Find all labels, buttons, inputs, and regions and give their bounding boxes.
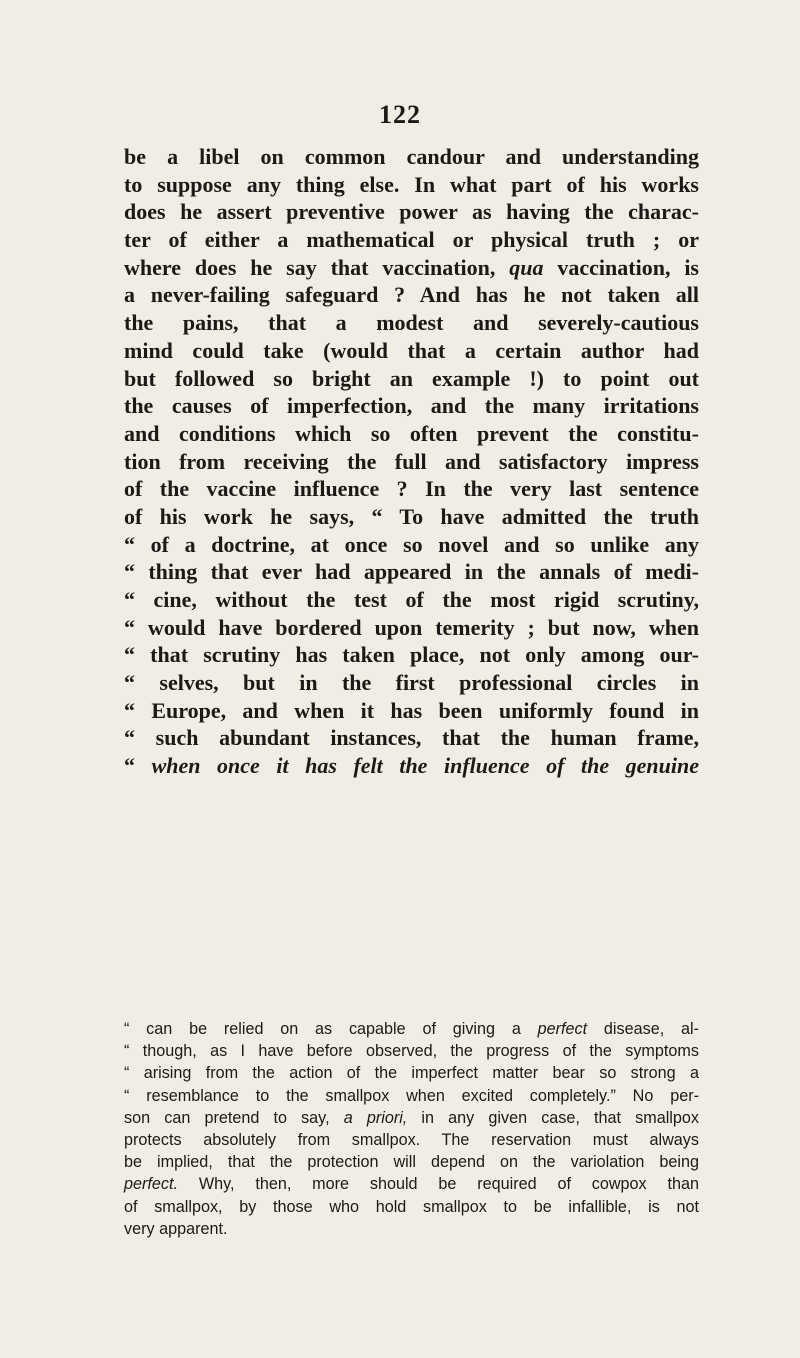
text-run: of the vaccine influence ? In the very last sentence [124,476,699,502]
text-run: “ of a doctrine, at once so novel and so unlike any [124,531,699,557]
text-run: vaccination, is [543,254,699,280]
body-line [124,309,699,337]
text-run: “ resemblance to the smallpox when excited completely.” No per- [124,1086,699,1105]
text-run: son can pretend to say, [124,1108,344,1127]
body-line [124,475,699,503]
text-run: “ would have bordered upon temerity ; but now, when [124,614,699,640]
body-line [124,586,699,614]
text-run: in any given case, that smallpox [407,1108,699,1127]
text-run: of his work he says, “ To have admitted the truth [124,503,699,529]
note-line [124,1018,699,1040]
text-run: to suppose any thing else. In what part of his works [124,171,699,197]
body-line [124,614,699,642]
text-run: mind could take (would that a certain author had [124,337,699,363]
note-line [124,1196,699,1218]
text-run: “ cine, without the test of the most rigid scrutiny, [124,587,699,612]
text-run: perfect [537,1020,588,1038]
note-line [124,1085,699,1107]
text-run: protects absolutely from smallpox. The reservation must always [124,1130,699,1149]
text-run: “ that scrutiny has taken place, not only among our- [124,642,699,668]
text-run: of smallpox, by those who hold smallpox to be infallible, is not [124,1197,699,1216]
text-run: “ thing that ever had appeared in the annals of medi- [124,559,699,585]
note-line [124,1107,699,1129]
body-line [124,420,699,448]
body-line [124,669,699,697]
body-line [124,198,699,226]
body-line [124,365,699,393]
text-run: tion from receiving the full and satisfactory impress [124,448,699,474]
text-run: be implied, that the protection will depend on the variolation being [124,1153,699,1172]
note-line [124,1062,699,1084]
text-run: “ such abundant instances, that the human frame, [124,725,699,751]
note-line [124,1151,699,1173]
text-run: Why, then, more should be required of cowpox than [178,1175,699,1194]
note-line [124,1040,699,1062]
text-run: “ arising from the action of the imperfect matter bear so strong a [124,1064,699,1083]
text-run: “ can be relied on as capable of giving a [124,1020,538,1038]
body-line [124,641,699,669]
text-run: qua [509,254,544,280]
note-line [124,1218,699,1240]
body-line [124,503,699,531]
text-run: does he assert preventive power as having the charac- [124,199,699,225]
text-run: a never-failing safeguard ? And has he not taken all [124,282,699,308]
text-run: disease, al- [587,1020,699,1038]
text-run: but followed so bright an example !) to point out [124,365,699,391]
note-line [124,1173,699,1195]
text-run: when once it has felt the influence of the genuine [151,753,700,779]
text-run: be a libel on common candour and understanding [124,144,699,169]
main-paragraph [124,143,699,780]
text-run: and conditions which so often prevent the constitu- [124,420,699,446]
body-line [124,752,699,780]
text-run: the causes of imperfection, and the many irritations [124,393,699,419]
footnote-paragraph [124,1018,699,1240]
text-run: “ [124,753,152,779]
body-line [124,171,699,199]
text-run: the pains, that a modest and severely-cautious [124,310,699,336]
body-line [124,558,699,586]
body-line [124,254,699,282]
text-run: very apparent. [124,1219,228,1238]
page-number: 122 [379,100,421,129]
note-line [124,1129,699,1151]
text-run: a priori, [343,1108,408,1127]
body-line [124,392,699,420]
body-line [124,281,699,309]
body-line [124,724,699,752]
text-run: perfect. [124,1175,178,1194]
text-run: “ though, as I have before observed, the progress of the symptoms [124,1042,699,1061]
text-run: ter of either a mathematical or physical truth ; or [124,227,699,253]
body-line [124,337,699,365]
text-run: “ selves, but in the first professional circles in [124,670,699,696]
body-line [124,226,699,254]
text-run: where does he say that vaccination, [124,254,510,280]
body-line [124,448,699,476]
body-line [124,143,699,171]
body-line [124,697,699,725]
text-run: “ Europe, and when it has been uniformly found in [124,697,699,723]
body-line [124,531,699,559]
